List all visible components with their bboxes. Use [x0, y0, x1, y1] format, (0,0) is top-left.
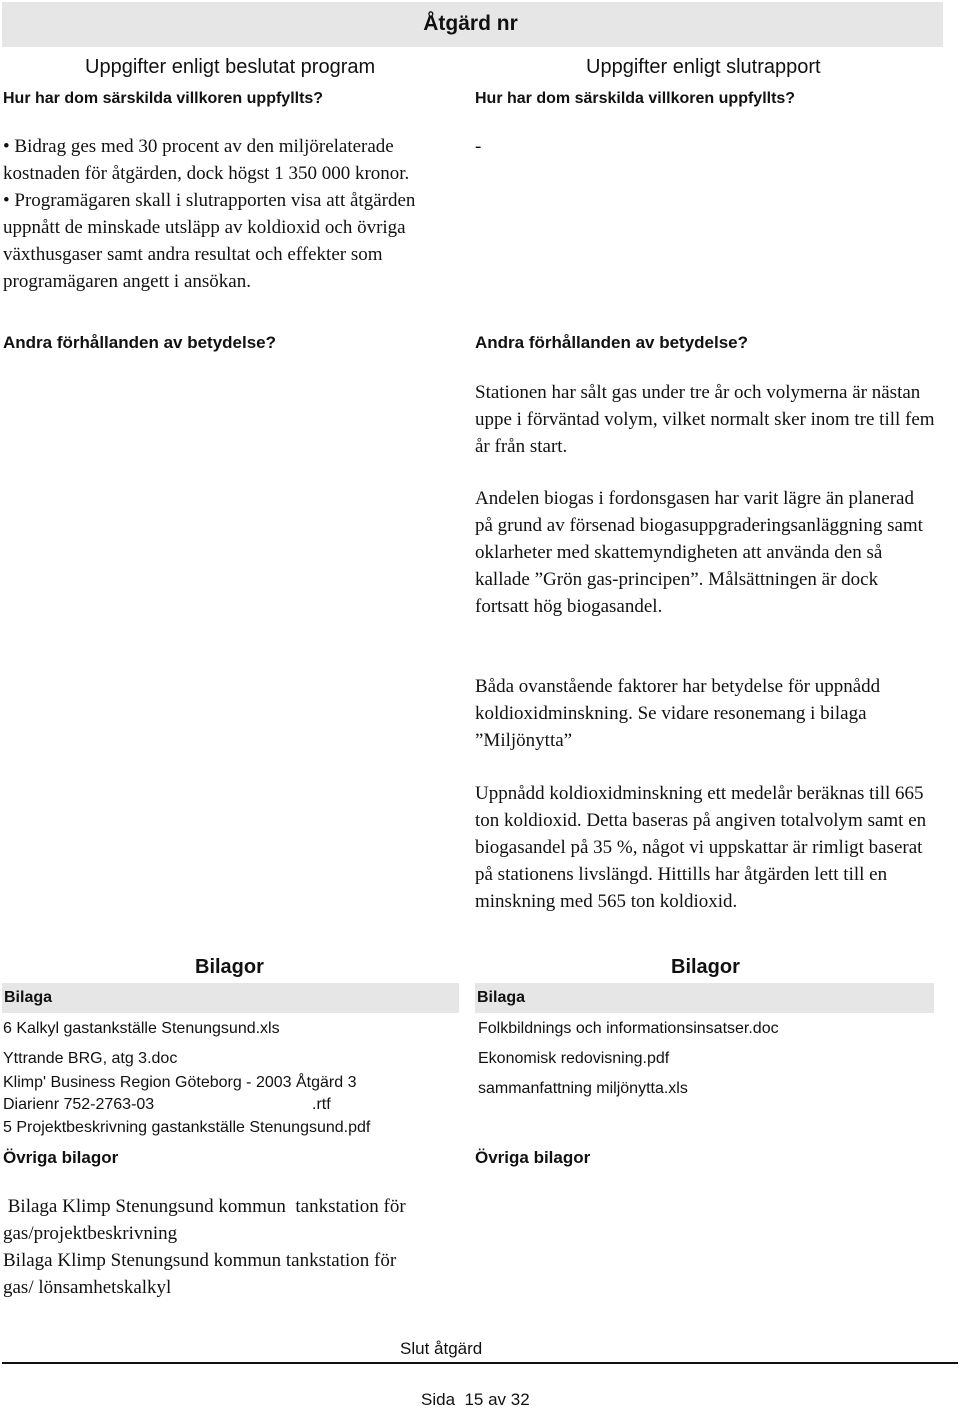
other-attachment-line: Bilaga Klimp Stenungsund kommun tankstation för	[3, 1196, 406, 1217]
left-other-attachments-heading: Övriga bilagor	[3, 1148, 119, 1167]
other-attachment-line: gas/projektbeskrivning	[3, 1223, 178, 1244]
other-attachment-line: gas/ lönsamhetskalkyl	[3, 1277, 172, 1298]
attachment-label: Bilaga	[4, 989, 53, 1006]
right-question-heading: Hur har dom särskilda villkoren uppfyllts?	[475, 90, 796, 107]
attachment-file-link[interactable]: Folkbildnings och informationsinsatser.doc	[478, 1020, 779, 1037]
report-paragraph: Båda ovanstående faktorer har betydelse för uppnådd koldioxidminskning. Se vidare resonemang i bilaga ”Miljönytta”	[475, 676, 881, 751]
report-paragraph: Andelen biogas i fordonsgasen har varit lägre än planerad på grund av försenad biogasuppgraderingsanläggning samt oklarheter med skattemyndigheten att använda den så kallade ”Grön gas-principen”. Målsättningen är dock fortsatt hög biogasandel.	[475, 488, 923, 617]
attachment-file-link[interactable]: Ekonomisk redovisning.pdf	[478, 1050, 670, 1067]
right-other-conditions-heading: Andra förhållanden av betydelse?	[475, 333, 749, 352]
right-attachment-bar	[475, 983, 934, 1013]
attachment-label: Bilaga	[477, 989, 526, 1006]
page-number: Sida 15 av 32	[421, 1390, 530, 1409]
attachment-file-link[interactable]: Yttrande BRG, atg 3.doc	[3, 1050, 178, 1067]
left-column-title: Uppgifter enligt beslutat program	[85, 56, 376, 78]
page-title: Åtgärd nr	[423, 12, 518, 35]
condition-text: Bidrag ges med 30 procent av den miljörelaterade kostnaden för åtgärden, dock högst 1 350 000 kronor.	[3, 136, 410, 184]
other-attachment-line: Bilaga Klimp Stenungsund kommun tankstation för	[3, 1250, 397, 1271]
attachment-file-extension[interactable]: .rtf	[312, 1096, 331, 1113]
right-other-attachments-heading: Övriga bilagor	[475, 1148, 591, 1167]
report-paragraph: Uppnådd koldioxidminskning ett medelår beräknas till 665 ton koldioxid. Detta baseras på angiven totalvolym samt en biogasandel på 35 %, något vi uppskattar är rimligt baserat på stationens livslängd. Hittills har åtgärden lett till en minskning med 565 ton koldioxid.	[475, 783, 927, 912]
report-paragraph: Stationen har sålt gas under tre år och volymerna är nästan uppe i förväntad volym, vilket normalt sker inom tre till fem år från start.	[475, 382, 935, 457]
left-attachments-heading: Bilagor	[195, 956, 264, 978]
condition-bullet: • Programägaren skall i slutrapporten visa att åtgärden uppnått de minskade utsläpp av koldioxid och övriga växthusgaser samt andra resultat och effekter som programägaren angett i ansökan.	[3, 190, 416, 292]
attachment-file-link[interactable]: 6 Kalkyl gastankställe Stenungsund.xls	[3, 1020, 280, 1037]
condition-bullet: • Bidrag ges med 30 procent av den miljörelaterade kostnaden för åtgärden, dock högst 1 350 000 kronor.	[3, 136, 410, 184]
left-attachment-bar	[2, 983, 459, 1013]
attachment-file-link[interactable]: Diarienr 752-2763-03	[3, 1096, 155, 1113]
left-question-heading: Hur har dom särskilda villkoren uppfyllts?	[3, 90, 324, 107]
attachment-file-link[interactable]: sammanfattning miljönytta.xls	[478, 1080, 688, 1097]
right-column-title: Uppgifter enligt slutrapport	[586, 56, 821, 78]
end-of-action-label: Slut åtgärd	[400, 1339, 483, 1358]
left-conditions-list	[3, 133, 468, 295]
right-attachments-heading: Bilagor	[671, 956, 740, 978]
condition-text: Programägaren skall i slutrapporten visa att åtgärden uppnått de minskade utsläpp av koldioxid och övriga växthusgaser samt andra resultat och effekter som programägaren angett i ansökan.	[3, 190, 416, 292]
attachment-file-link[interactable]: 5 Projektbeskrivning gastankställe Stenungsund.pdf	[3, 1119, 371, 1136]
right-conditions-answer: -	[475, 136, 482, 157]
left-other-conditions-heading: Andra förhållanden av betydelse?	[3, 333, 277, 352]
attachment-file-link[interactable]: Klimp' Business Region Göteborg - 2003 Åtgärd 3	[3, 1074, 357, 1091]
footer-divider	[2, 1362, 958, 1364]
